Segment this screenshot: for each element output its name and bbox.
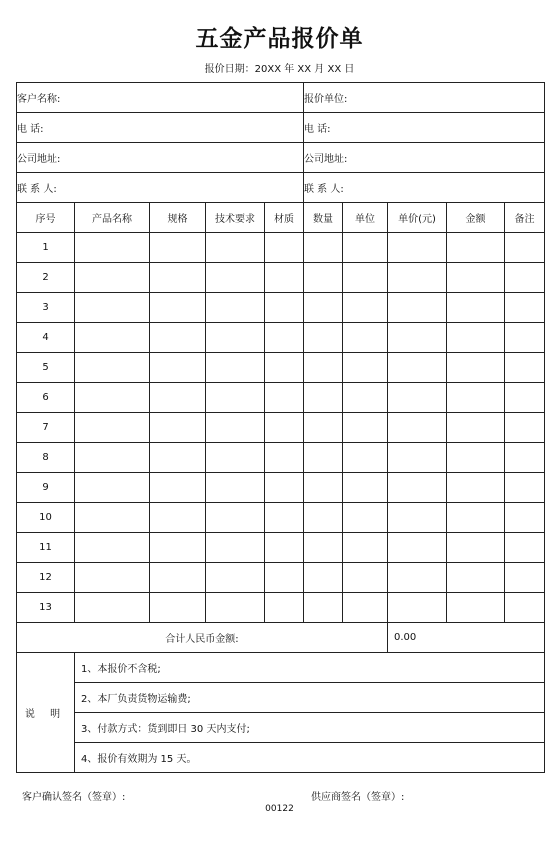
cell-product-name[interactable]: [75, 413, 150, 443]
cell-amount[interactable]: [447, 473, 505, 503]
cell-unit[interactable]: [343, 353, 388, 383]
cell-material[interactable]: [265, 353, 304, 383]
cell-product-name[interactable]: [75, 503, 150, 533]
cell-unit[interactable]: [343, 293, 388, 323]
cell-spec[interactable]: [150, 263, 206, 293]
cell-product-name[interactable]: [75, 383, 150, 413]
cell-amount[interactable]: [447, 323, 505, 353]
cell-index: 12: [17, 563, 75, 593]
cell-product-name[interactable]: [75, 263, 150, 293]
customer-signature-label: 客户确认签名（签章）:: [22, 792, 126, 803]
cell-spec[interactable]: [150, 503, 206, 533]
cell-product-name[interactable]: [75, 233, 150, 263]
cell-tech-req[interactable]: [206, 503, 265, 533]
cell-material[interactable]: [265, 503, 304, 533]
table-row: [17, 443, 545, 473]
supplier-phone-field[interactable]: 电 话:: [304, 113, 545, 143]
cell-product-name[interactable]: [75, 533, 150, 563]
table-row: [17, 323, 545, 353]
cell-quantity[interactable]: [304, 353, 343, 383]
cell-remark[interactable]: [505, 443, 545, 473]
cell-unit-price[interactable]: [388, 353, 447, 383]
cell-tech-req[interactable]: [206, 533, 265, 563]
table-row: [17, 413, 545, 443]
cell-material[interactable]: [265, 593, 304, 623]
supplier-signature-label: 供应商签名（签章）:: [311, 792, 405, 803]
cell-remark[interactable]: [505, 533, 545, 563]
cell-unit-price[interactable]: [388, 473, 447, 503]
cell-tech-req[interactable]: [206, 443, 265, 473]
cell-unit-price[interactable]: [388, 233, 447, 263]
document-code: 00122: [265, 804, 294, 814]
cell-quantity[interactable]: [304, 563, 343, 593]
col-header-unit: 单位: [343, 203, 388, 233]
note-item: 2、本厂负责货物运输费;: [75, 683, 545, 713]
cell-index: 3: [17, 293, 75, 323]
cell-unit[interactable]: [343, 323, 388, 353]
cell-index: 9: [17, 473, 75, 503]
cell-amount[interactable]: [447, 413, 505, 443]
cell-unit[interactable]: [343, 533, 388, 563]
col-header-remark: 备注: [505, 203, 545, 233]
cell-product-name[interactable]: [75, 473, 150, 503]
customer-phone-field[interactable]: 电 话:: [17, 113, 304, 143]
cell-index: 10: [17, 503, 75, 533]
table-row: [17, 503, 545, 533]
cell-tech-req[interactable]: [206, 563, 265, 593]
cell-tech-req[interactable]: [206, 263, 265, 293]
supplier-contact-field[interactable]: 联 系 人:: [304, 173, 545, 203]
cell-unit-price[interactable]: [388, 323, 447, 353]
col-header-index: 序号: [17, 203, 75, 233]
cell-unit[interactable]: [343, 233, 388, 263]
cell-spec[interactable]: [150, 233, 206, 263]
cell-material[interactable]: [265, 263, 304, 293]
cell-tech-req[interactable]: [206, 413, 265, 443]
cell-index: 5: [17, 353, 75, 383]
cell-material[interactable]: [265, 323, 304, 353]
cell-quantity[interactable]: [304, 293, 343, 323]
note-item: 1、本报价不含税;: [75, 653, 545, 683]
cell-unit-price[interactable]: [388, 263, 447, 293]
cell-amount[interactable]: [447, 593, 505, 623]
cell-unit[interactable]: [343, 413, 388, 443]
cell-unit[interactable]: [343, 593, 388, 623]
cell-remark[interactable]: [505, 593, 545, 623]
supplier-address-field[interactable]: 公司地址:: [304, 143, 545, 173]
customer-name-field[interactable]: 客户名称:: [17, 83, 304, 113]
cell-amount[interactable]: [447, 533, 505, 563]
cell-quantity[interactable]: [304, 383, 343, 413]
cell-amount[interactable]: [447, 263, 505, 293]
cell-spec[interactable]: [150, 593, 206, 623]
cell-spec[interactable]: [150, 443, 206, 473]
table-row: [17, 383, 545, 413]
table-row: [17, 563, 545, 593]
cell-unit-price[interactable]: [388, 443, 447, 473]
cell-amount[interactable]: [447, 233, 505, 263]
total-value[interactable]: 0.00: [388, 623, 545, 653]
cell-unit[interactable]: [343, 443, 388, 473]
cell-material[interactable]: [265, 383, 304, 413]
cell-remark[interactable]: [505, 263, 545, 293]
cell-tech-req[interactable]: [206, 293, 265, 323]
cell-unit-price[interactable]: [388, 593, 447, 623]
cell-tech-req[interactable]: [206, 593, 265, 623]
cell-tech-req[interactable]: [206, 323, 265, 353]
cell-quantity[interactable]: [304, 593, 343, 623]
cell-spec[interactable]: [150, 533, 206, 563]
cell-quantity[interactable]: [304, 323, 343, 353]
cell-material[interactable]: [265, 293, 304, 323]
cell-index: 1: [17, 233, 75, 263]
note-item: 4、报价有效期为 15 天。: [75, 743, 545, 773]
cell-unit-price[interactable]: [388, 293, 447, 323]
cell-material[interactable]: [265, 413, 304, 443]
cell-amount[interactable]: [447, 383, 505, 413]
cell-remark[interactable]: [505, 323, 545, 353]
cell-index: 4: [17, 323, 75, 353]
quote-company-field[interactable]: 报价单位:: [304, 83, 545, 113]
total-label: 合计人民币金额:: [17, 623, 388, 653]
col-header-quantity: 数量: [304, 203, 343, 233]
cell-remark[interactable]: [505, 293, 545, 323]
col-header-unit-price: 单价(元): [388, 203, 447, 233]
col-header-material: 材质: [265, 203, 304, 233]
cell-tech-req[interactable]: [206, 233, 265, 263]
cell-tech-req[interactable]: [206, 473, 265, 503]
table-row: [17, 473, 545, 503]
cell-index: 2: [17, 263, 75, 293]
cell-material[interactable]: [265, 233, 304, 263]
cell-quantity[interactable]: [304, 233, 343, 263]
cell-product-name[interactable]: [75, 293, 150, 323]
notes-label: 说 明: [17, 653, 75, 773]
cell-spec[interactable]: [150, 353, 206, 383]
quote-date: 报价日期：20XX 年 XX 月 XX 日: [204, 64, 355, 75]
cell-material[interactable]: [265, 473, 304, 503]
cell-product-name[interactable]: [75, 323, 150, 353]
cell-remark[interactable]: [505, 563, 545, 593]
cell-quantity[interactable]: [304, 443, 343, 473]
cell-remark[interactable]: [505, 503, 545, 533]
cell-product-name[interactable]: [75, 593, 150, 623]
table-row: [17, 293, 545, 323]
cell-spec[interactable]: [150, 323, 206, 353]
col-header-product-name: 产品名称: [75, 203, 150, 233]
cell-spec[interactable]: [150, 563, 206, 593]
customer-contact-field[interactable]: 联 系 人:: [17, 173, 304, 203]
cell-unit-price[interactable]: [388, 383, 447, 413]
cell-product-name[interactable]: [75, 353, 150, 383]
cell-remark[interactable]: [505, 413, 545, 443]
cell-tech-req[interactable]: [206, 353, 265, 383]
cell-material[interactable]: [265, 443, 304, 473]
cell-index: 13: [17, 593, 75, 623]
cell-amount[interactable]: [447, 443, 505, 473]
cell-quantity[interactable]: [304, 473, 343, 503]
cell-product-name[interactable]: [75, 443, 150, 473]
table-row: [17, 593, 545, 623]
cell-remark[interactable]: [505, 233, 545, 263]
column-header-row: [17, 203, 545, 233]
cell-index: 8: [17, 443, 75, 473]
cell-spec[interactable]: [150, 383, 206, 413]
cell-amount[interactable]: [447, 353, 505, 383]
cell-quantity[interactable]: [304, 263, 343, 293]
cell-amount[interactable]: [447, 563, 505, 593]
cell-unit[interactable]: [343, 383, 388, 413]
cell-index: 7: [17, 413, 75, 443]
col-header-amount: 金额: [447, 203, 505, 233]
cell-unit[interactable]: [343, 263, 388, 293]
cell-unit-price[interactable]: [388, 533, 447, 563]
cell-spec[interactable]: [150, 473, 206, 503]
cell-remark[interactable]: [505, 353, 545, 383]
table-row: [17, 533, 545, 563]
cell-index: 11: [17, 533, 75, 563]
cell-unit[interactable]: [343, 563, 388, 593]
cell-quantity[interactable]: [304, 503, 343, 533]
quote-table: [16, 82, 545, 773]
cell-unit[interactable]: [343, 503, 388, 533]
cell-spec[interactable]: [150, 413, 206, 443]
table-row: [17, 263, 545, 293]
cell-remark[interactable]: [505, 473, 545, 503]
cell-material[interactable]: [265, 533, 304, 563]
cell-product-name[interactable]: [75, 563, 150, 593]
cell-quantity[interactable]: [304, 533, 343, 563]
cell-quantity[interactable]: [304, 413, 343, 443]
cell-tech-req[interactable]: [206, 383, 265, 413]
customer-address-field[interactable]: 公司地址:: [17, 143, 304, 173]
cell-amount[interactable]: [447, 293, 505, 323]
col-header-spec: 规格: [150, 203, 206, 233]
cell-unit-price[interactable]: [388, 503, 447, 533]
cell-index: 6: [17, 383, 75, 413]
cell-material[interactable]: [265, 563, 304, 593]
table-row: [17, 353, 545, 383]
cell-amount[interactable]: [447, 503, 505, 533]
cell-spec[interactable]: [150, 293, 206, 323]
cell-unit[interactable]: [343, 473, 388, 503]
note-item: 3、付款方式：货到即日 30 天内支付;: [75, 713, 545, 743]
cell-unit-price[interactable]: [388, 413, 447, 443]
col-header-tech-req: 技术要求: [206, 203, 265, 233]
cell-unit-price[interactable]: [388, 563, 447, 593]
cell-remark[interactable]: [505, 383, 545, 413]
table-row: [17, 233, 545, 263]
document-title: 五金产品报价单: [195, 26, 364, 52]
